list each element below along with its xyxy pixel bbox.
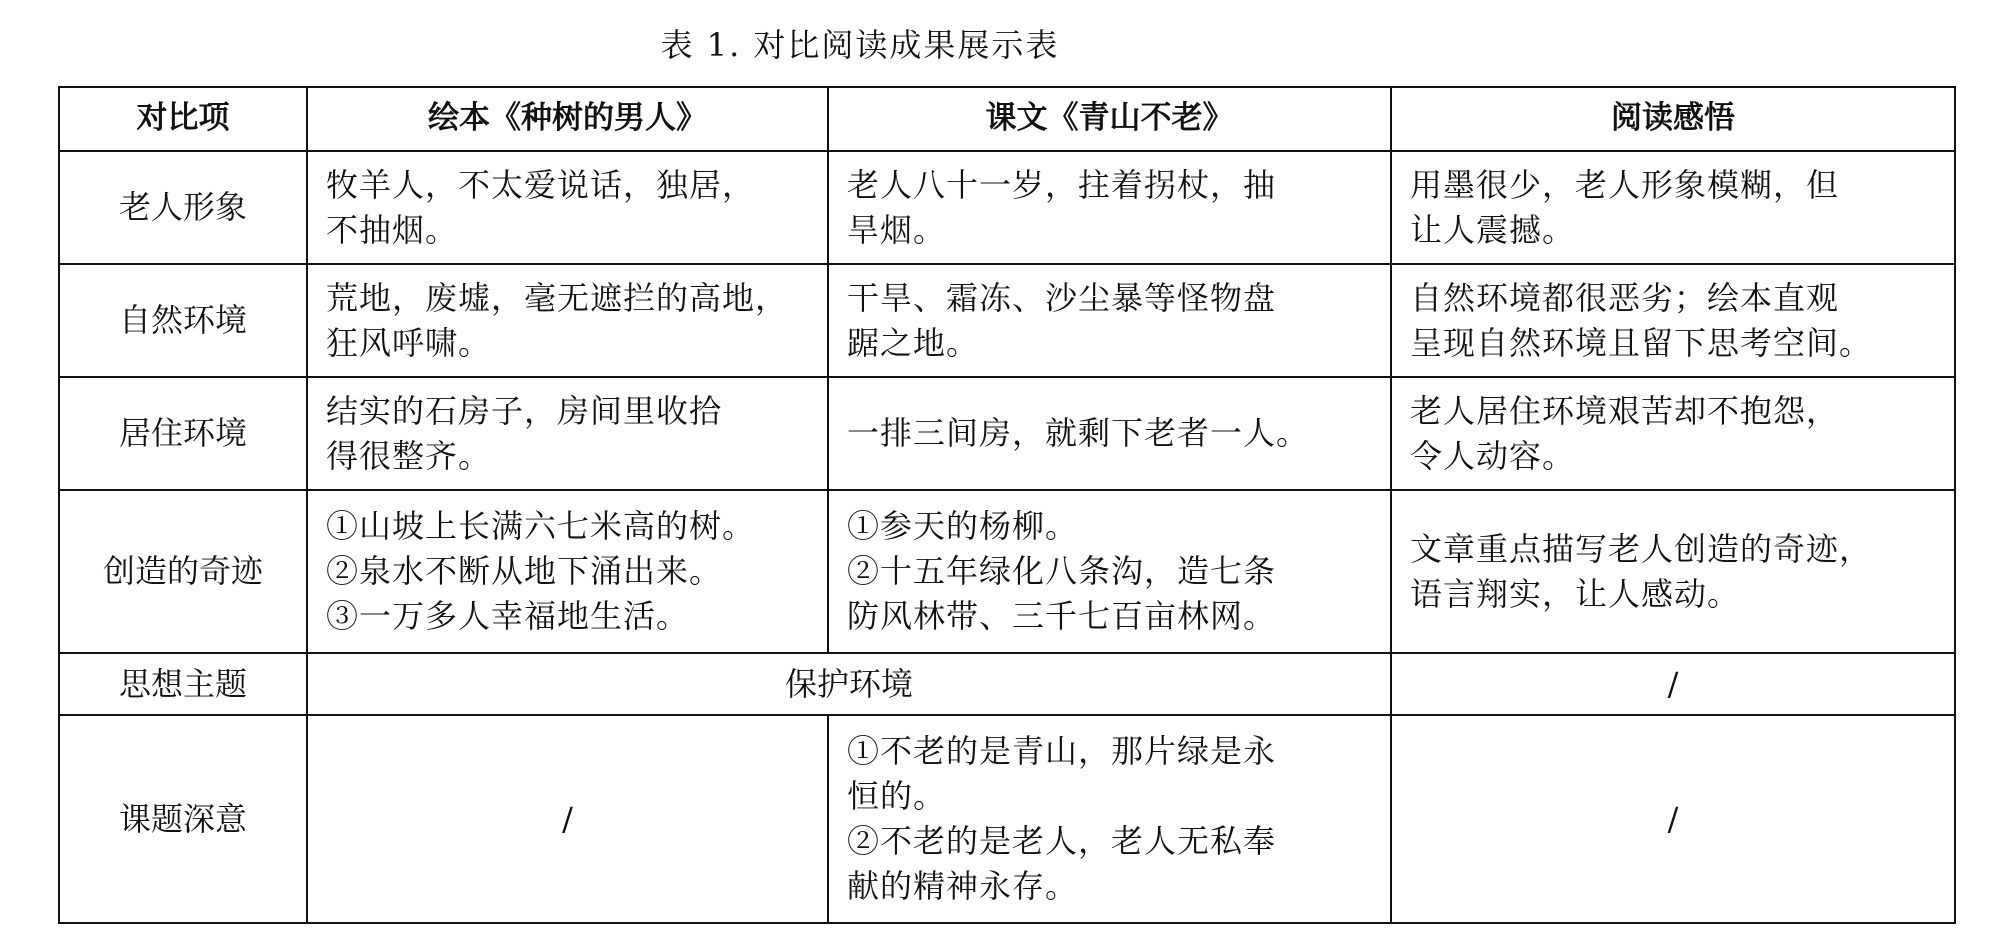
cell-book: 牧羊人，不太爱说话，独居， 不抽烟。	[307, 151, 828, 264]
cell-insight: /	[1391, 715, 1955, 923]
row-label: 思想主题	[59, 653, 307, 715]
cell-book: /	[307, 715, 828, 923]
row-label: 老人形象	[59, 151, 307, 264]
row-label: 课题深意	[59, 715, 307, 923]
cell-insight: 老人居住环境艰苦却不抱怨， 令人动容。	[1391, 377, 1955, 490]
table-row-theme	[59, 653, 1955, 715]
cell-text: ①参天的杨柳。 ②十五年绿化八条沟，造七条 防风林带、三千七百亩林网。	[828, 490, 1391, 653]
row-label: 创造的奇迹	[59, 490, 307, 653]
row-label: 居住环境	[59, 377, 307, 490]
cell-text: 一排三间房，就剩下老者一人。	[828, 377, 1391, 490]
cell-insight: 文章重点描写老人创造的奇迹， 语言翔实，让人感动。	[1391, 490, 1955, 653]
row-label: 自然环境	[59, 264, 307, 377]
header-compare-item: 对比项	[59, 87, 307, 151]
cell-book: 荒地，废墟，毫无遮拦的高地， 狂风呼啸。	[307, 264, 828, 377]
cell-text: ①不老的是青山，那片绿是永 恒的。 ②不老的是老人，老人无私奉 献的精神永存。	[828, 715, 1391, 923]
table-row-natural-env	[59, 264, 1955, 377]
table-row-living-env	[59, 377, 1955, 490]
header-lesson-text: 课文《青山不老》	[828, 87, 1391, 151]
table-row-title-meaning	[59, 715, 1955, 923]
table-row-elder-image	[59, 151, 1955, 264]
header-reading-insight: 阅读感悟	[1391, 87, 1955, 151]
table-caption: 表 1. 对比阅读成果展示表	[660, 26, 1060, 64]
comparison-table	[58, 86, 1956, 924]
cell-book: ①山坡上长满六七米高的树。 ②泉水不断从地下涌出来。 ③一万多人幸福地生活。	[307, 490, 828, 653]
header-picture-book: 绘本《种树的男人》	[307, 87, 828, 151]
header-row	[59, 87, 1955, 151]
cell-insight: 自然环境都很恶劣；绘本直观 呈现自然环境且留下思考空间。	[1391, 264, 1955, 377]
cell-text: 干旱、霜冻、沙尘暴等怪物盘 踞之地。	[828, 264, 1391, 377]
cell-theme-merged: 保护环境	[307, 653, 1391, 715]
cell-book: 结实的石房子，房间里收拾 得很整齐。	[307, 377, 828, 490]
cell-insight: 用墨很少，老人形象模糊，但 让人震撼。	[1391, 151, 1955, 264]
table-row-miracles	[59, 490, 1955, 653]
cell-insight: /	[1391, 653, 1955, 715]
cell-text: 老人八十一岁，拄着拐杖，抽 旱烟。	[828, 151, 1391, 264]
